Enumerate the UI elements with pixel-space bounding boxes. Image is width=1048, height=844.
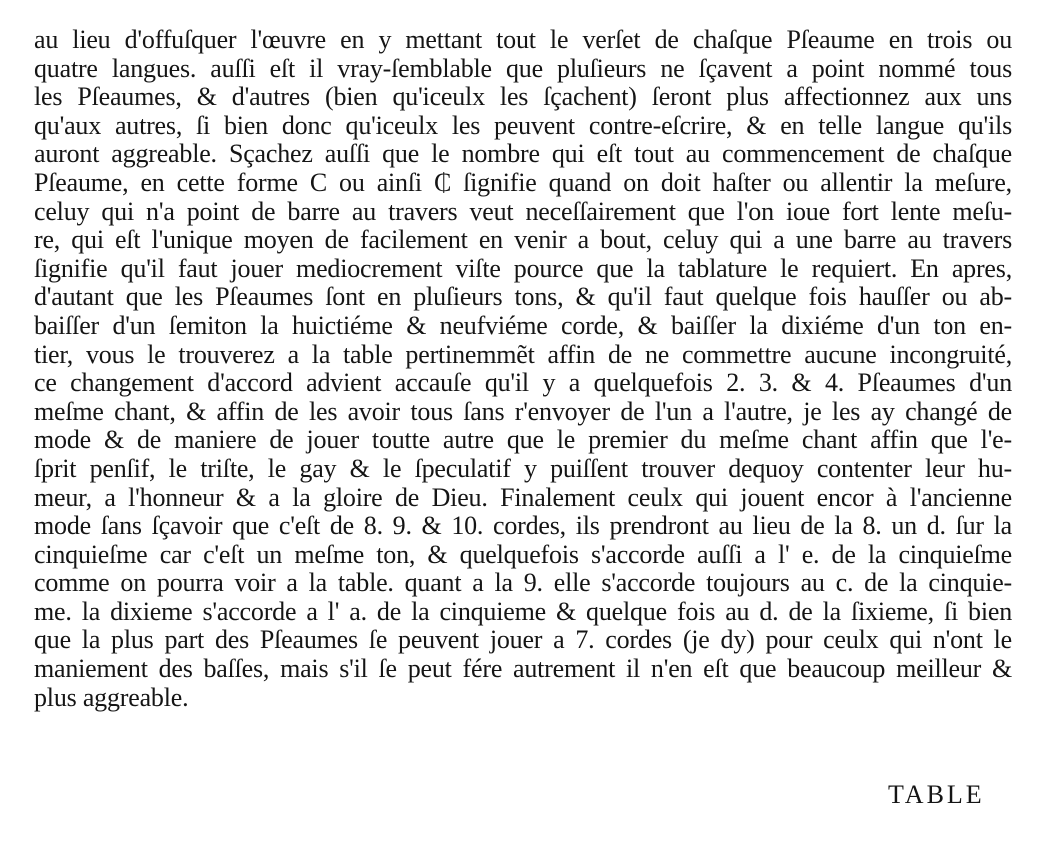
text-line: auront aggreable. Sçachez auſſi que le nombre qui eſt tout au commencement de chaſque bbox=[34, 139, 1012, 169]
text-line: meur, a l'honneur & a la gloire de Dieu. Finalement ceulx qui jouent encor à l'ancienne bbox=[34, 482, 1012, 512]
text-line: tier, vous le trouverez a la table pertinemmẽt affin de ne commettre aucune incongruité, bbox=[34, 339, 1012, 369]
text-line: quatre langues. auſſi eſt il vray-ſemblable que pluſieurs ne ſçavent a point nommé tous bbox=[34, 53, 1012, 83]
text-line: qu'aux autres, ſi bien donc qu'iceulx les peuvent contre-eſcrire, & en telle langue qu'ils bbox=[34, 110, 1012, 140]
text-line: me. la dixieme s'accorde a l' a. de la cinquieme & quelque fois au d. de la ſixieme, ſi bien bbox=[34, 596, 1012, 626]
text-line: Pſeaume, en cette forme C ou ainſi ₵ ſignifie quand on doit haſter ou allentir la meſure, bbox=[34, 167, 1012, 197]
text-line: que la plus part des Pſeaumes ſe peuvent jouer a 7. cordes (je dy) pour ceulx qui n'ont le bbox=[34, 625, 1012, 655]
text-line: d'autant que les Pſeaumes ſont en pluſieurs tons, & qu'il faut quelque fois hauſſer ou ab- bbox=[34, 282, 1012, 312]
text-line: baiſſer d'un ſemiton la huictiéme & neufviéme corde, & baiſſer la dixiéme d'un ton en- bbox=[34, 310, 1012, 340]
text-line: celuy qui n'a point de barre au travers veut neceſſairement que l'on ioue fort lente meſu- bbox=[34, 196, 1012, 226]
text-line: re, qui eſt l'unique moyen de facilement en venir a bout, celuy qui a une barre au travers bbox=[34, 225, 1012, 255]
text-line: mode & de maniere de jouer toutte autre que le premier du meſme chant affin que l'e- bbox=[34, 425, 1012, 455]
text-line: plus aggreable. bbox=[34, 682, 189, 712]
text-line: ſignifie qu'il faut jouer mediocrement viſte pource que la tablature le requiert. En apres, bbox=[34, 253, 1012, 283]
text-line: comme on pourra voir a la table. quant a la 9. elle s'accorde toujours au c. de la cinquie- bbox=[34, 568, 1012, 598]
text-line: ce changement d'accord advient accauſe qu'il y a quelquefois 2. 3. & 4. Pſeaumes d'un bbox=[34, 368, 1012, 398]
text-line: les Pſeaumes, & d'autres (bien qu'iceulx les ſçachent) ſeront plus affectionnez aux uns bbox=[34, 82, 1012, 112]
text-line: maniement des baſſes, mais s'il ſe peut fére autrement il n'en eſt que beaucoup meilleur & bbox=[34, 654, 1012, 684]
text-line: ſprit penſif, le triſte, le gay & le ſpeculatif y puiſſent trouver dequoy contenter leur hu- bbox=[34, 453, 1012, 483]
text-line: mode ſans ſçavoir que c'eſt de 8. 9. & 10. cordes, ils prendront au lieu de la 8. un d. ſur la bbox=[34, 511, 1012, 541]
catchword: TABLE bbox=[888, 780, 985, 809]
text-line: meſme chant, & affin de les avoir tous ſans r'envoyer de l'un a l'autre, je les ay changé de bbox=[34, 396, 1012, 426]
text-line: cinquieſme car c'eſt un meſme ton, & quelquefois s'accorde auſſi a l' e. de la cinquieſme bbox=[34, 539, 1012, 569]
body-text bbox=[34, 26, 1012, 712]
text-line: au lieu d'offuſquer l'œuvre en y mettant tout le verſet de chaſque Pſeaume en trois ou bbox=[34, 25, 1012, 54]
